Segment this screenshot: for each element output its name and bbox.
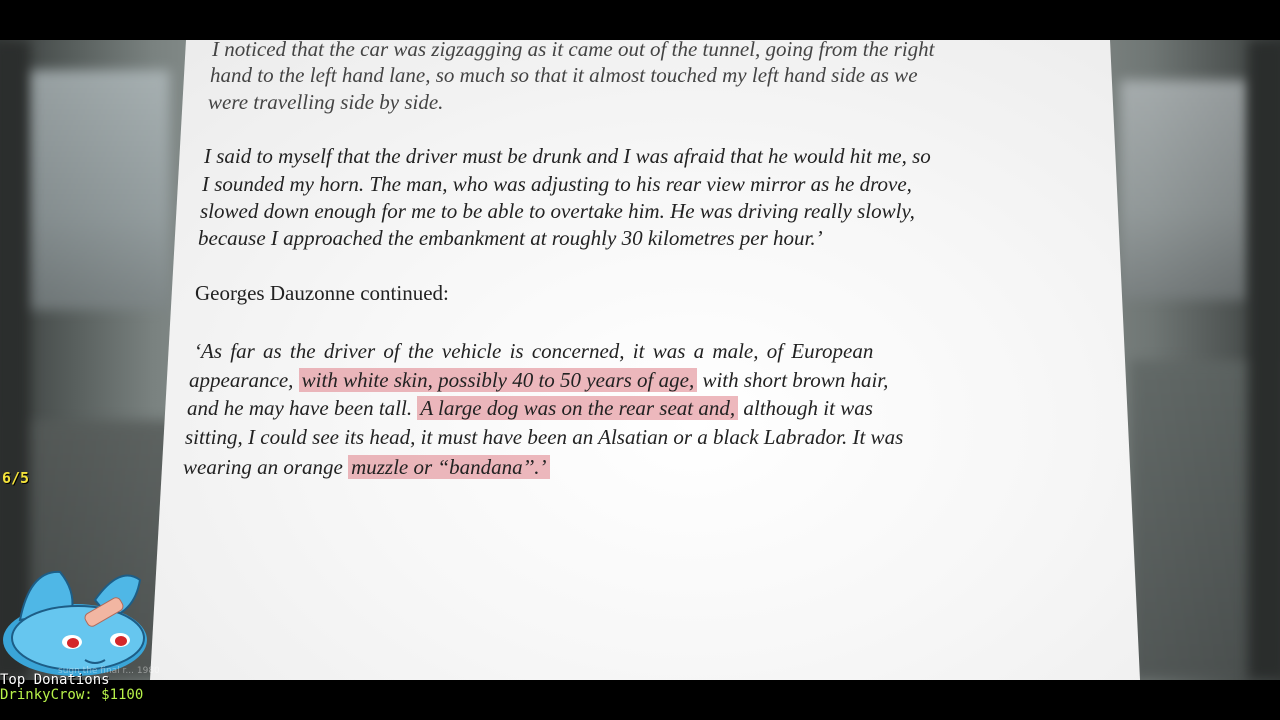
donations-title: Top Donations xyxy=(0,672,110,688)
document-line: were travelling side by side. xyxy=(208,90,444,114)
highlighted-text: muzzle or “bandana’’.’ xyxy=(348,455,549,479)
document-line: I said to myself that the driver must be drunk and I was afraid that he would hit me, so xyxy=(204,144,931,168)
document-line xyxy=(183,454,550,480)
document-line: sitting, I could see its head, it must have been an Alsatian or a black Labrador. It was xyxy=(185,425,904,449)
watermark-text: sugn the final r... 1980 xyxy=(58,666,160,676)
document-text-run: although it was xyxy=(743,396,873,420)
video-frame xyxy=(0,40,1280,680)
document-text-run: appearance, xyxy=(189,368,294,392)
donation-entry: DrinkyCrow: $1100 xyxy=(0,687,144,703)
document-line: I sounded my horn. The man, who was adjusting to his rear view mirror as he drove, xyxy=(202,172,912,196)
counter-label: 6/5 xyxy=(2,469,30,487)
document-heading: Georges Dauzonne continued: xyxy=(195,281,449,305)
document-text-run: with short brown hair, xyxy=(702,368,889,392)
highlighted-text: A large dog was on the rear seat and, xyxy=(417,396,738,420)
document-line: ‘As far as the driver of the vehicle is concerned, it was a male, of European xyxy=(194,339,874,363)
document-line: hand to the left hand lane, so much so that it almost touched my left hand side as we xyxy=(210,63,918,87)
document-text-run: wearing an orange xyxy=(183,455,343,479)
bulbasaur-mascot-icon xyxy=(0,560,160,680)
document-line: slowed down enough for me to be able to overtake him. He was driving really slowly, xyxy=(200,199,915,223)
donations-panel xyxy=(0,673,143,703)
document-line xyxy=(189,367,888,393)
document-text-run: and he may have been tall. xyxy=(187,396,413,420)
document-line: I noticed that the car was zigzagging as it came out of the tunnel, going from the right xyxy=(212,40,935,61)
highlighted-text: with white skin, possibly 40 to 50 years of age, xyxy=(299,368,698,392)
document-line: because I approached the embankment at roughly 30 kilometres per hour.’ xyxy=(198,226,823,250)
document-text xyxy=(0,40,1280,680)
document-line xyxy=(187,395,873,421)
